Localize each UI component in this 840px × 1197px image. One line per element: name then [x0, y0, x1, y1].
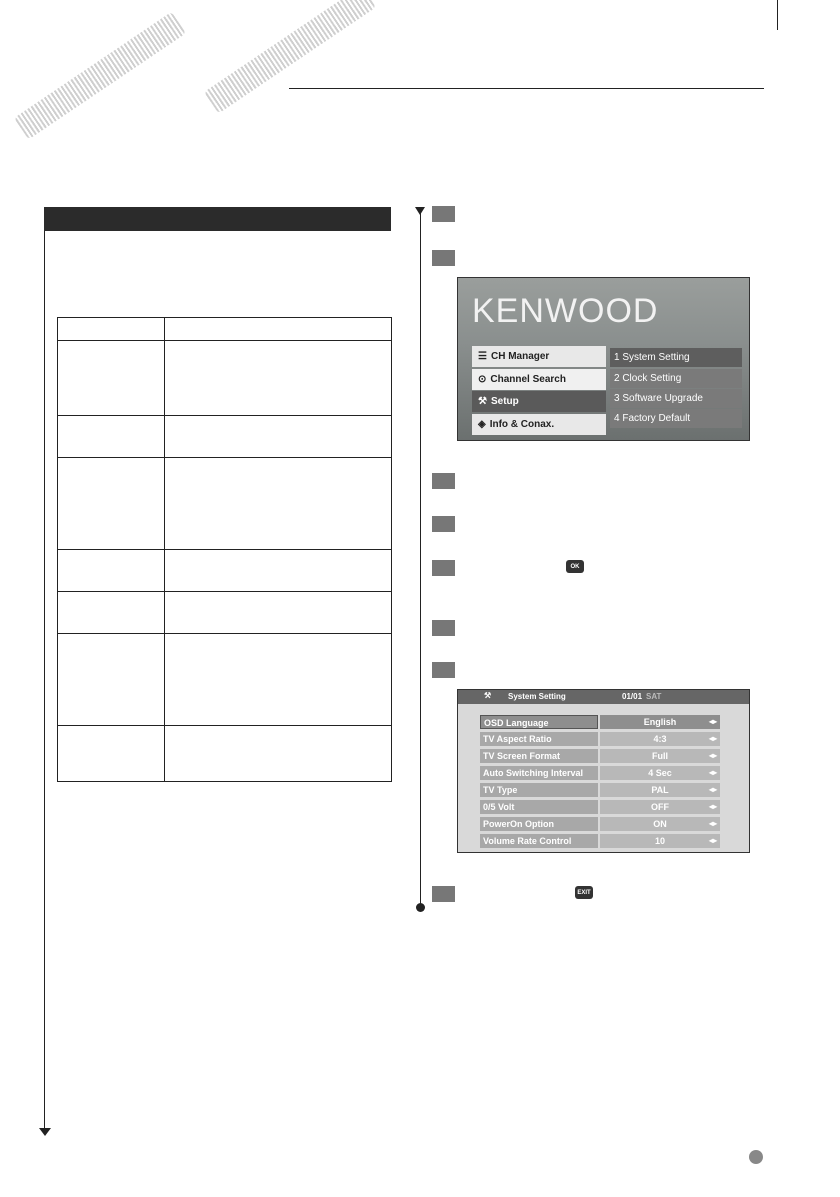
submenu-item-label: 4 Factory Default [614, 413, 691, 424]
system-setting-title-bar [458, 690, 749, 704]
decorative-stripe-right [204, 0, 376, 114]
setting-label: 0/5 Volt [480, 800, 598, 814]
setting-row-tv-aspect-ratio[interactable] [480, 732, 720, 747]
menu-item-setup[interactable] [472, 391, 606, 412]
ok-key-icon: OK [566, 560, 584, 573]
setting-value [600, 749, 720, 763]
left-right-arrow-icon: ◂▸ [708, 717, 717, 726]
table-row [58, 634, 392, 726]
setting-value-text: PAL [651, 785, 669, 795]
setting-value [600, 800, 720, 814]
table-row [58, 592, 392, 634]
section-header-bar [44, 207, 391, 231]
setting-label: Volume Rate Control [480, 834, 598, 848]
setting-label: OSD Language [480, 715, 598, 729]
setting-row-volume-rate-control[interactable] [480, 834, 720, 849]
left-right-arrow-icon: ◂▸ [708, 785, 717, 794]
submenu-item-software-upgrade[interactable] [610, 389, 742, 408]
setting-value-text: OFF [651, 802, 669, 812]
step-box-2 [432, 250, 455, 266]
setting-row-volt[interactable] [480, 800, 720, 815]
step-box-8 [432, 886, 455, 902]
table-row [58, 341, 392, 416]
system-setting-screen [457, 689, 750, 853]
setting-row-tv-screen-format[interactable] [480, 749, 720, 764]
table-row [58, 416, 392, 458]
setting-value-text: 10 [654, 836, 665, 846]
setting-label: TV Screen Format [480, 749, 598, 763]
step-box-3 [432, 473, 455, 489]
submenu-item-factory-default[interactable] [610, 409, 742, 428]
setting-value [600, 817, 720, 831]
setting-value-text: 4 Sec [648, 768, 672, 778]
setting-value [600, 732, 720, 746]
left-right-arrow-icon: ◂▸ [708, 819, 717, 828]
system-setting-title: System Setting [508, 692, 566, 701]
setting-row-poweron-option[interactable] [480, 817, 720, 832]
table-row [58, 318, 392, 341]
step-box-4 [432, 516, 455, 532]
page-index: 01/01 [622, 692, 643, 701]
setting-value-text: English [643, 717, 677, 727]
submenu-item-clock-setting[interactable] [610, 369, 742, 388]
kenwood-logo: KENWOOD [472, 292, 659, 330]
ch-manager-icon: ☰ [478, 351, 487, 362]
submenu-item-label: 2 Clock Setting [614, 373, 682, 384]
step-box-7 [432, 662, 455, 678]
page-number-dot [749, 1150, 763, 1164]
setting-value [600, 834, 720, 848]
left-right-arrow-icon: ◂▸ [708, 836, 717, 845]
setting-row-tv-type[interactable] [480, 783, 720, 798]
right-flow-end-dot [416, 903, 425, 912]
step-box-5 [432, 560, 455, 576]
table-row [58, 726, 392, 782]
header-rule [289, 88, 764, 89]
submenu-item-label: 1 System Setting [614, 352, 690, 363]
page-edge-tick [777, 0, 778, 30]
menu-item-ch-manager[interactable] [472, 346, 606, 367]
left-right-arrow-icon: ◂▸ [708, 734, 717, 743]
setting-value [600, 766, 720, 780]
info-icon: ◈ [478, 419, 486, 430]
submenu-item-label: 3 Software Upgrade [614, 393, 703, 404]
left-flow-arrow-icon [39, 1128, 51, 1136]
setting-value-text: ON [653, 819, 667, 829]
decorative-stripe-left [14, 12, 186, 140]
settings-table [57, 317, 392, 782]
mode-label: SAT [646, 692, 662, 701]
left-right-arrow-icon: ◂▸ [708, 751, 717, 760]
setting-value-text: Full [652, 751, 668, 761]
left-right-arrow-icon: ◂▸ [708, 802, 717, 811]
wrench-icon: ⚒ [484, 691, 492, 700]
menu-item-label: Info & Conax. [489, 419, 555, 430]
table-row [58, 458, 392, 550]
menu-item-info-conax[interactable] [472, 414, 606, 435]
setting-value [600, 783, 720, 797]
setting-value [600, 715, 720, 729]
menu-item-label: Channel Search [490, 374, 566, 385]
setting-label: Auto Switching Interval [480, 766, 598, 780]
setting-value-text: 4:3 [653, 734, 667, 744]
step-box-1 [432, 206, 455, 222]
exit-key-icon: EXIT [575, 886, 593, 899]
submenu-item-system-setting[interactable] [610, 348, 742, 367]
setting-row-auto-switching-interval[interactable] [480, 766, 720, 781]
kenwood-menu-screen [457, 277, 750, 441]
menu-item-channel-search[interactable] [472, 369, 606, 390]
wrench-icon: ⚒ [478, 396, 487, 407]
setting-label: TV Aspect Ratio [480, 732, 598, 746]
binoculars-icon: ⊙ [478, 374, 487, 385]
setting-row-osd-language[interactable] [480, 715, 720, 730]
table-row [58, 550, 392, 592]
menu-item-label: CH Manager [490, 351, 550, 362]
menu-item-label: Setup [490, 396, 519, 407]
setting-label: TV Type [480, 783, 598, 797]
right-flow-line [420, 212, 421, 906]
left-flow-line [44, 790, 45, 1130]
left-right-arrow-icon: ◂▸ [708, 768, 717, 777]
setting-label: PowerOn Option [480, 817, 598, 831]
step-box-6 [432, 620, 455, 636]
